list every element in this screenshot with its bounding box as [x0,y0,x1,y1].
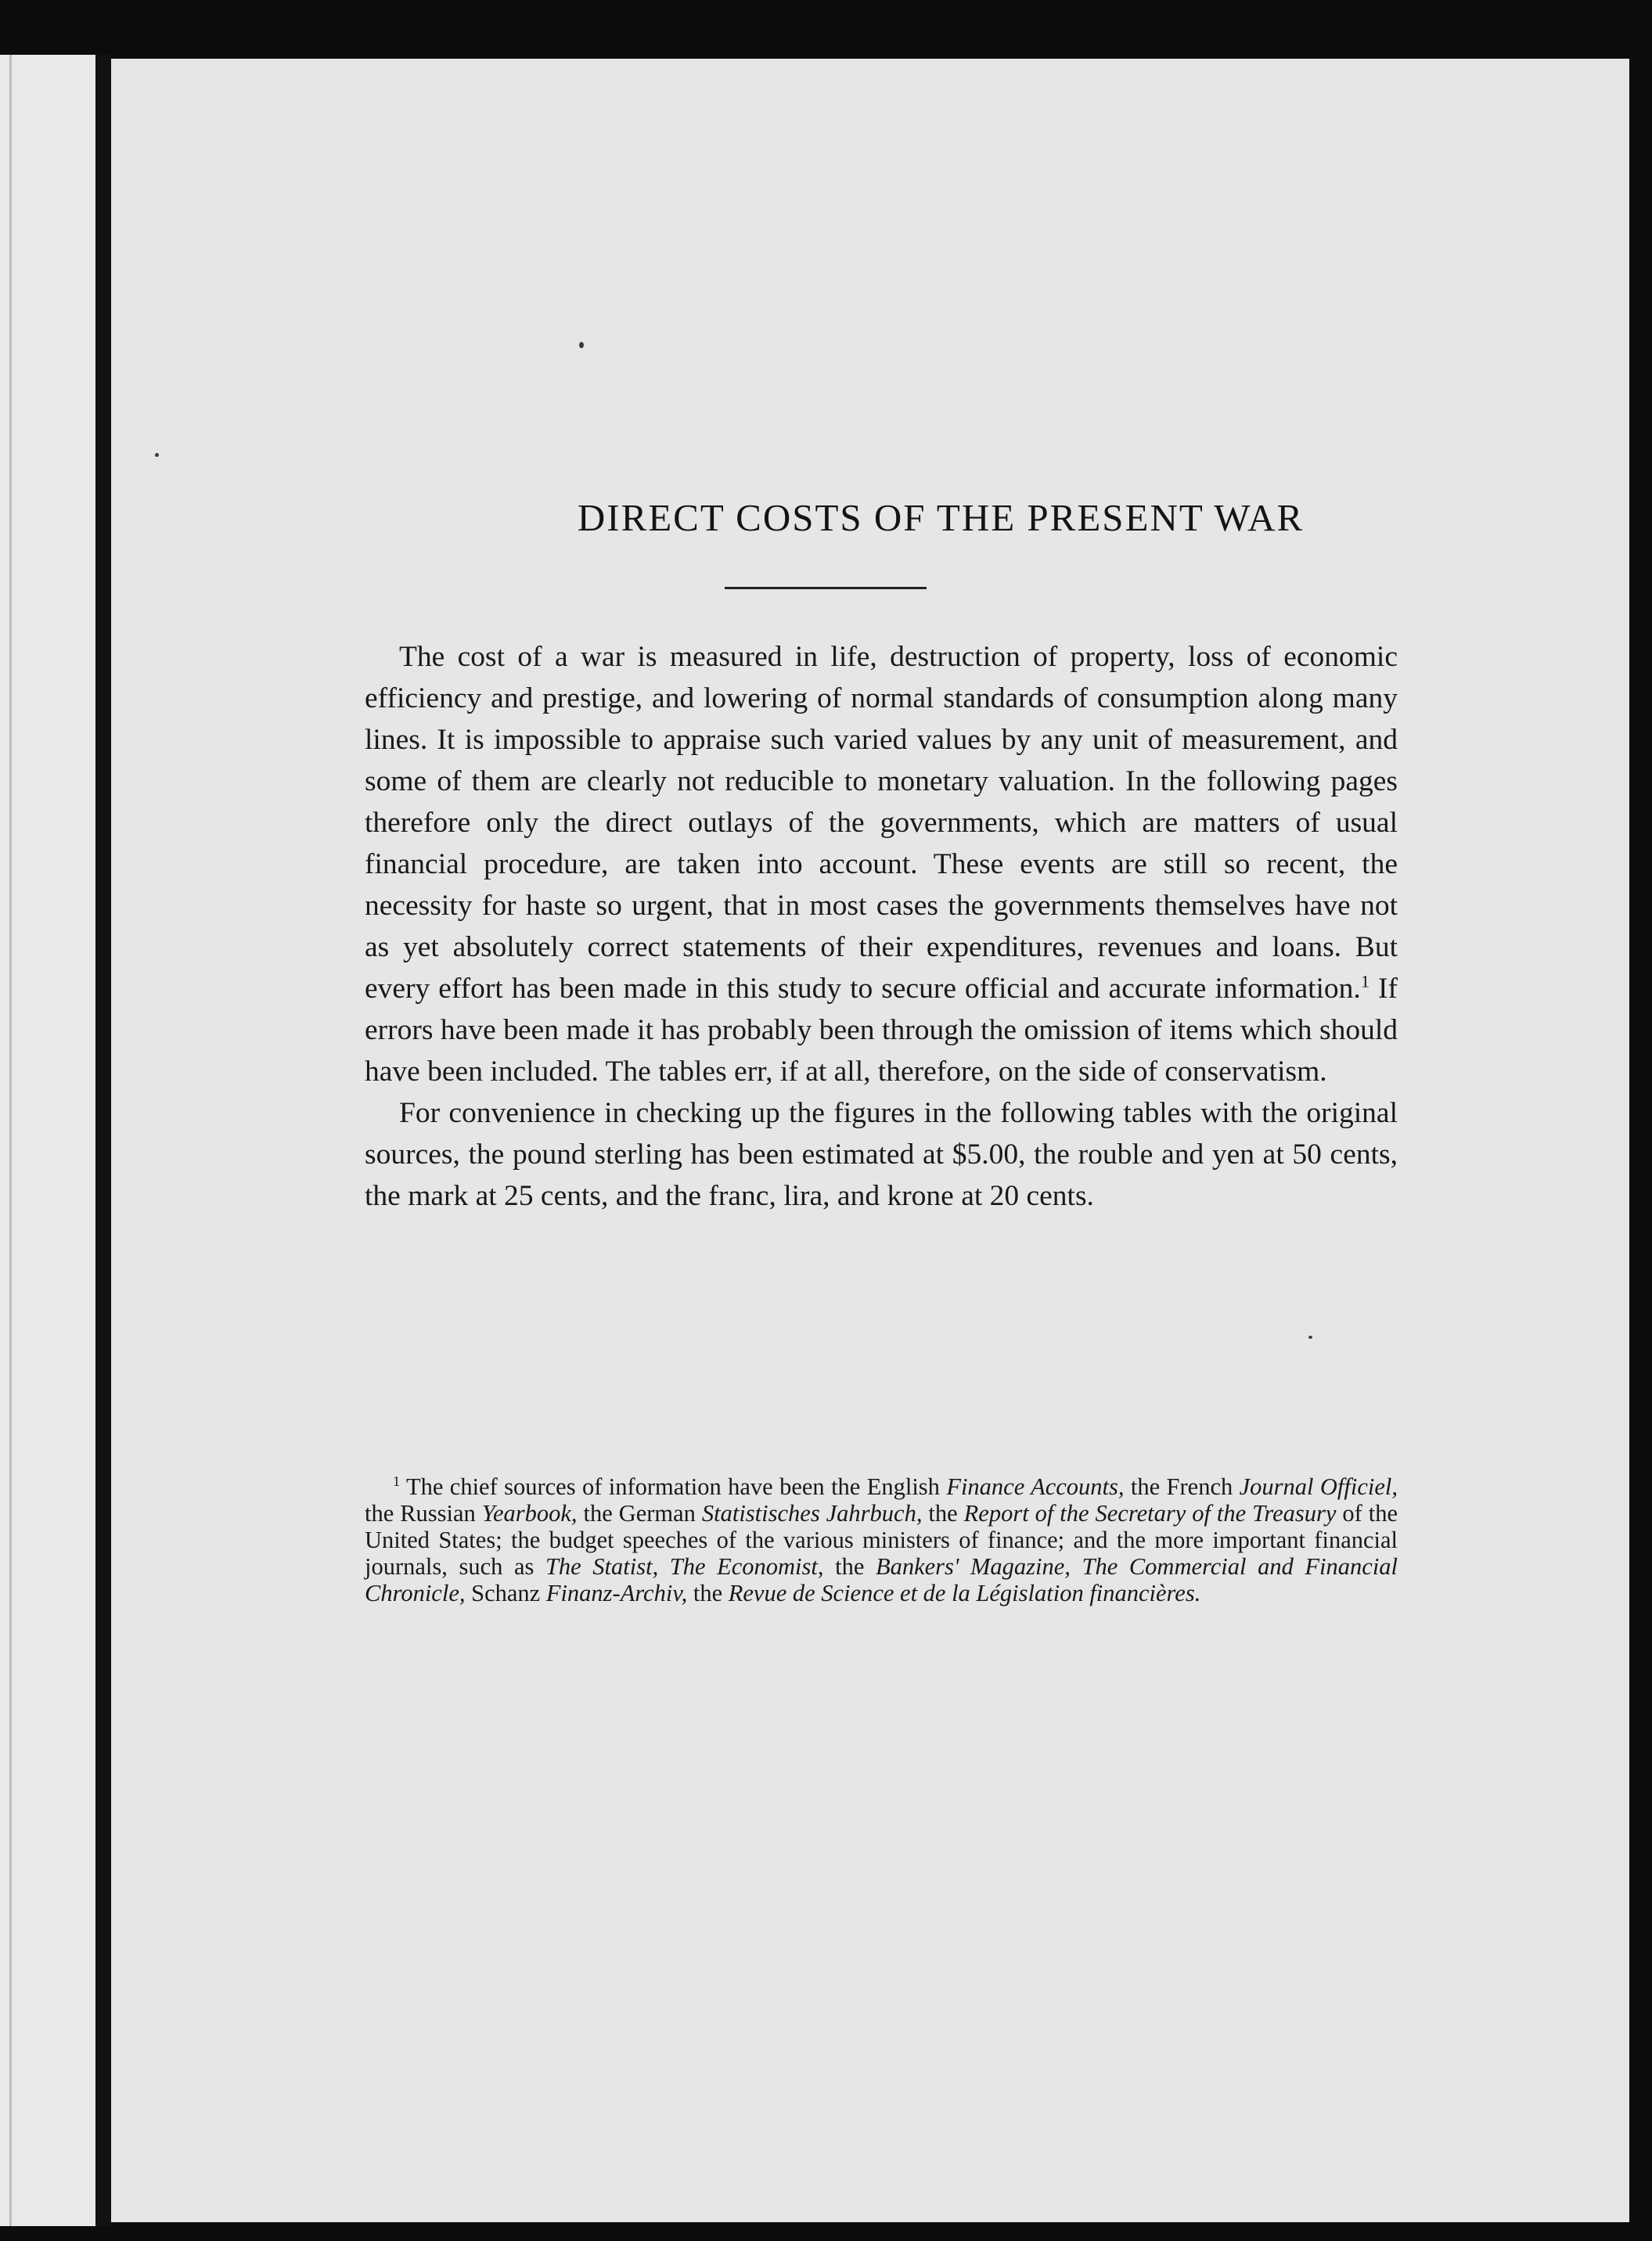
footnote-marker: 1 [393,1473,401,1489]
footnote-segment: The chief sources of information have been the English [400,1473,947,1500]
footnote-segment: The Statist, The Economist, [545,1553,824,1580]
footnote-segment: the German [577,1500,702,1527]
footnote-segment: the [687,1580,729,1606]
footnote-segment: of the United States; the budget speeches of the various ministers of finance; and the more important financial journals, such as [365,1500,1398,1580]
footnote-segment: the Russian [365,1500,482,1527]
footnote-segment: Bankers' Magazine, The Commercial and Financial Chronicle, [365,1553,1398,1606]
footnote-segment: the French [1124,1473,1240,1500]
left-page-rule [9,55,12,2226]
footnote-text [365,1473,1398,1606]
footnote-segment: the [922,1500,964,1527]
left-page-edge [0,55,95,2226]
footnote-segment: Statistisches Jahrbuch, [701,1500,923,1527]
footnote-segment: Finanz-Archiv, [545,1580,688,1606]
paragraph-1 [365,636,1398,1092]
paragraph-2: For convenience in checking up the figures in the following tables with the original sources, the pound sterling has been estimated at $5.00, the rouble and yen at 50 cents, the mark at 25 cents, and the franc, lira, and krone at 20 cents. [365,1097,1398,1212]
right-page [111,59,1629,2222]
scan-speck [579,342,584,348]
footnote-segment: Finance Accounts, [946,1473,1125,1500]
footnote-segment: Revue de Science et de la Législation financières. [728,1580,1201,1606]
footnote-segment: Yearbook, [481,1500,578,1527]
footnote-segment: Schanz [465,1580,546,1606]
paragraph-1-text: The cost of a war is measured in life, destruction of property, loss of economic efficiency and prestige, and lowering of normal standards of consumption along many lines. It is impossible to appraise such varied values by any unit of measurement, and some of them are clearly not reducible to monetary valuation. In the following pages therefore only the direct outlays of the governments, which are matters of usual financial procedure, are taken into account. These events are still so recent, the necessity for haste so urgent, that in most cases the governments themselves have not as yet absolutely correct statements of their expenditures, revenues and loans. But every effort has been made in this study to secure official and accurate information. [365,641,1398,1005]
footnote-segment: the [823,1553,876,1580]
footnote-segment: Journal Officiel, [1239,1473,1398,1500]
body-text [365,636,1398,1217]
book-gutter [95,55,111,2226]
footnote-reference: 1 [1360,971,1370,991]
scan-speck [1308,1336,1312,1339]
footnote [365,1473,1398,1606]
paragraph-1-continuation: If errors have been made it has probably been through the omission of items which should have been included. The tables err, if at all, therefore, on the side of conservatism. [365,973,1398,1088]
footnote-segment: Report of the Secretary of the Treasury [963,1500,1337,1527]
chapter-title: DIRECT COSTS OF THE PRESENT WAR [577,496,1305,539]
scan-speck [155,453,159,457]
title-divider [725,587,927,589]
